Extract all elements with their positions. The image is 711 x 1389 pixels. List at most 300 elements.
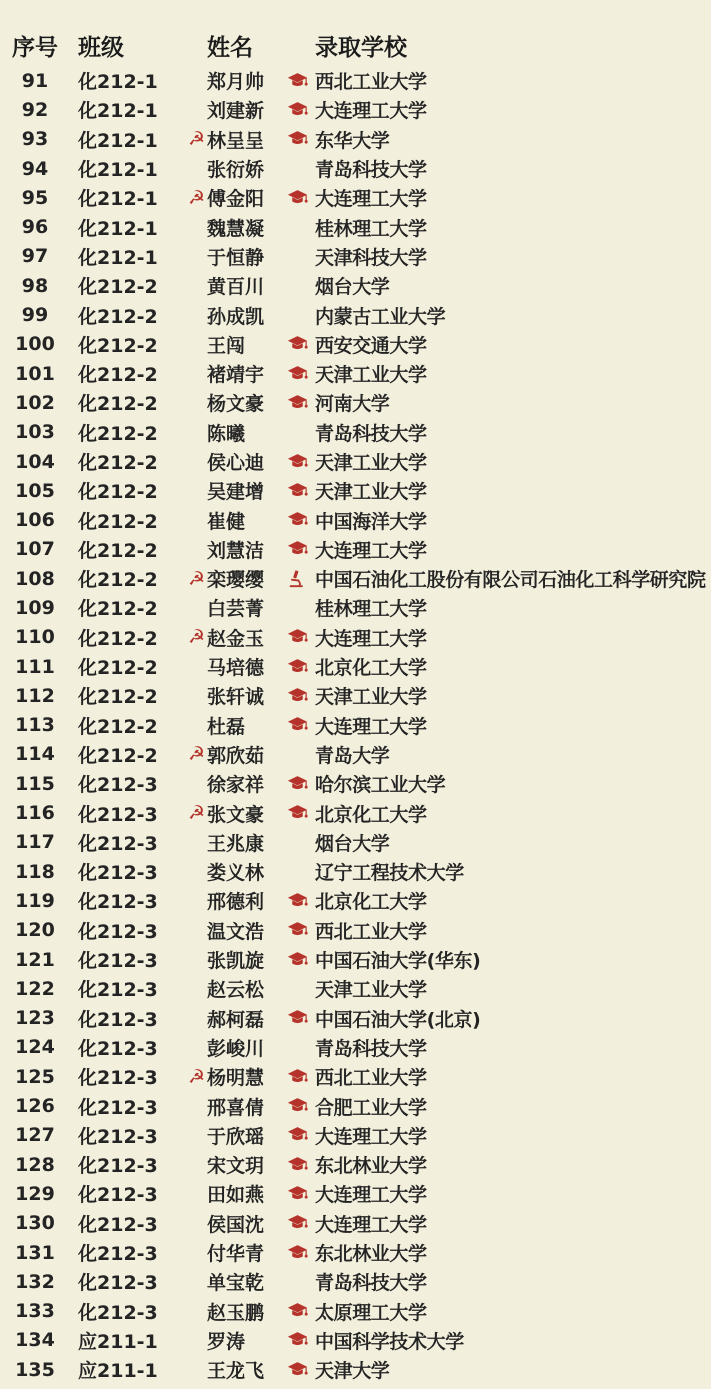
row-number: 106	[15, 509, 55, 532]
graduation-cap-icon	[287, 1302, 308, 1320]
row-number: 129	[15, 1182, 55, 1205]
school-icon-slot	[287, 658, 315, 676]
table-row	[0, 535, 711, 564]
row-school: 北京化工大学	[315, 803, 427, 826]
school-icon-slot	[287, 540, 315, 558]
school-icon-slot	[287, 716, 315, 734]
school-icon-slot	[287, 189, 315, 207]
row-number: 128	[15, 1153, 55, 1176]
row-number: 120	[15, 919, 55, 942]
party-icon-slot	[178, 451, 205, 473]
school-icon-slot	[287, 335, 315, 353]
row-number: 107	[15, 538, 55, 561]
row-number: 108	[15, 567, 55, 590]
table-row	[0, 1209, 711, 1238]
row-number: 95	[21, 186, 49, 209]
graduation-cap-icon	[287, 628, 308, 646]
graduation-cap-icon	[287, 1214, 308, 1232]
row-school: 青岛大学	[315, 744, 390, 767]
table-row	[0, 652, 711, 681]
school-icon-slot	[287, 394, 315, 412]
row-name: 娄义林	[207, 862, 265, 885]
row-school: 中国石油大学(北京)	[315, 1008, 481, 1031]
row-number: 114	[15, 743, 55, 766]
row-name: 王龙飞	[207, 1360, 265, 1383]
row-class: 化212-3	[78, 1301, 158, 1324]
hammer-sickle-icon: ☭	[187, 186, 205, 209]
row-school: 天津工业大学	[315, 481, 427, 504]
hammer-sickle-icon: ☭	[187, 743, 205, 766]
graduation-cap-icon	[287, 1126, 308, 1144]
row-school: 桂林理工大学	[315, 217, 427, 240]
row-class: 应211-1	[78, 1360, 158, 1383]
row-name: 于欣瑶	[207, 1125, 265, 1148]
table-row	[0, 945, 711, 974]
row-number: 119	[15, 889, 55, 912]
table-row	[0, 681, 711, 710]
row-school: 太原理工大学	[315, 1301, 427, 1324]
row-class: 化212-2	[78, 481, 158, 504]
hammer-sickle-icon: ☭	[187, 626, 205, 649]
school-icon-slot	[287, 453, 315, 471]
table-row	[0, 857, 711, 886]
row-name: 单宝乾	[207, 1272, 265, 1295]
graduation-cap-icon	[287, 1361, 308, 1379]
party-icon-slot	[178, 802, 205, 824]
table-row	[0, 66, 711, 95]
graduation-cap-icon	[287, 1009, 308, 1027]
row-school: 中国海洋大学	[315, 510, 427, 533]
graduation-cap-icon	[287, 365, 308, 383]
party-icon-slot	[178, 1329, 205, 1351]
row-class: 化212-3	[78, 862, 158, 885]
row-class: 化212-2	[78, 422, 158, 445]
row-name: 于恒静	[207, 246, 265, 269]
row-class: 化212-2	[78, 627, 158, 650]
row-name: 邢喜倩	[207, 1096, 265, 1119]
row-name: 黄百川	[207, 276, 265, 299]
row-name: 褚靖宇	[207, 364, 265, 387]
graduation-cap-icon	[287, 658, 308, 676]
row-class: 化212-3	[78, 1155, 158, 1178]
row-class: 化212-1	[78, 71, 158, 94]
row-name: 吴建增	[207, 481, 265, 504]
row-school: 东北林业大学	[315, 1155, 427, 1178]
graduation-cap-icon	[287, 1068, 308, 1086]
row-class: 化212-2	[78, 744, 158, 767]
row-class: 化212-3	[78, 803, 158, 826]
party-icon-slot	[178, 333, 205, 355]
row-school: 东华大学	[315, 129, 390, 152]
row-number: 113	[15, 714, 55, 737]
row-school: 青岛科技大学	[315, 1272, 427, 1295]
row-name: 杨明慧	[207, 1067, 265, 1090]
school-icon-slot	[287, 101, 315, 119]
table-row	[0, 1004, 711, 1033]
party-icon-slot	[178, 70, 205, 92]
row-name: 郑月帅	[207, 71, 265, 94]
row-class: 化212-3	[78, 920, 158, 943]
row-school: 大连理工大学	[315, 627, 427, 650]
row-number: 105	[15, 479, 55, 502]
party-icon-slot	[178, 363, 205, 385]
row-number: 109	[15, 596, 55, 619]
table-row	[0, 359, 711, 388]
row-school: 天津大学	[315, 1360, 390, 1383]
row-number: 130	[15, 1212, 55, 1235]
row-name: 白芸菁	[207, 598, 265, 621]
header-col-school: 录取学校	[315, 34, 407, 61]
row-name: 付华青	[207, 1243, 265, 1266]
table-header	[0, 24, 711, 66]
party-icon-slot	[178, 1036, 205, 1058]
row-class: 化212-3	[78, 1243, 158, 1266]
row-school: 大连理工大学	[315, 539, 427, 562]
row-school: 青岛科技大学	[315, 159, 427, 182]
table-row	[0, 125, 711, 154]
party-icon-slot	[178, 861, 205, 883]
table-body	[0, 66, 711, 1384]
table-row	[0, 1121, 711, 1150]
row-name: 赵金玉	[207, 627, 265, 650]
row-class: 化212-3	[78, 1008, 158, 1031]
table-row	[0, 593, 711, 622]
row-class: 化212-3	[78, 1184, 158, 1207]
graduation-cap-icon	[287, 453, 308, 471]
row-school: 西安交通大学	[315, 334, 427, 357]
table-row	[0, 1326, 711, 1355]
row-class: 化212-3	[78, 774, 158, 797]
row-number: 103	[15, 421, 55, 444]
row-school: 大连理工大学	[315, 715, 427, 738]
row-school: 天津科技大学	[315, 246, 427, 269]
row-school: 天津工业大学	[315, 686, 427, 709]
row-class: 化212-3	[78, 1125, 158, 1148]
row-class: 化212-2	[78, 334, 158, 357]
graduation-cap-icon	[287, 335, 308, 353]
table-row	[0, 711, 711, 740]
row-class: 化212-2	[78, 305, 158, 328]
table-row	[0, 886, 711, 915]
row-school: 哈尔滨工业大学	[315, 774, 446, 797]
row-class: 化212-2	[78, 715, 158, 738]
row-number: 123	[15, 1007, 55, 1030]
header-col-number: 序号	[12, 34, 58, 61]
row-number: 116	[15, 802, 55, 825]
row-number: 127	[15, 1124, 55, 1147]
row-number: 112	[15, 684, 55, 707]
row-class: 化212-2	[78, 686, 158, 709]
school-icon-slot	[287, 1009, 315, 1027]
row-class: 化212-2	[78, 657, 158, 680]
party-icon-slot	[178, 509, 205, 531]
graduation-cap-icon	[287, 511, 308, 529]
row-class: 化212-3	[78, 1272, 158, 1295]
graduation-cap-icon	[287, 804, 308, 822]
row-name: 彭峻川	[207, 1037, 265, 1060]
row-school: 大连理工大学	[315, 1184, 427, 1207]
row-name: 张轩诚	[207, 686, 265, 709]
table-row	[0, 1033, 711, 1062]
row-number: 125	[15, 1065, 55, 1088]
row-number: 101	[15, 362, 55, 385]
table-row	[0, 828, 711, 857]
row-school: 西北工业大学	[315, 71, 427, 94]
row-class: 化212-1	[78, 217, 158, 240]
school-icon-slot	[287, 1361, 315, 1379]
party-icon-slot	[178, 773, 205, 795]
table-row	[0, 183, 711, 212]
table-row	[0, 1150, 711, 1179]
party-icon-slot	[178, 1300, 205, 1322]
row-name: 张文豪	[207, 803, 265, 826]
row-name: 徐家祥	[207, 774, 265, 797]
school-icon-slot	[287, 687, 315, 705]
row-name: 侯心迪	[207, 452, 265, 474]
row-school: 合肥工业大学	[315, 1096, 427, 1119]
party-icon-slot	[178, 1183, 205, 1205]
row-number: 111	[15, 655, 55, 678]
table-row	[0, 330, 711, 359]
party-icon-slot	[178, 831, 205, 853]
row-class: 化212-2	[78, 539, 158, 562]
row-school: 北京化工大学	[315, 891, 427, 914]
party-icon-slot	[178, 275, 205, 297]
row-school: 烟台大学	[315, 276, 390, 299]
table-row	[0, 95, 711, 124]
table-row	[0, 154, 711, 183]
row-name: 郭欣茹	[207, 744, 265, 767]
row-number: 110	[15, 626, 55, 649]
row-school: 中国科学技术大学	[315, 1330, 464, 1353]
table-row	[0, 505, 711, 534]
party-icon-slot	[178, 685, 205, 707]
party-icon-slot	[178, 1154, 205, 1176]
graduation-cap-icon	[287, 1097, 308, 1115]
party-icon-slot	[178, 1359, 205, 1381]
party-icon-slot	[178, 1212, 205, 1234]
row-school: 烟台大学	[315, 832, 390, 855]
school-icon-slot	[287, 892, 315, 910]
row-school: 青岛科技大学	[315, 422, 427, 445]
row-name: 侯国沈	[207, 1213, 265, 1236]
table-row	[0, 916, 711, 945]
row-school: 北京化工大学	[315, 657, 427, 680]
microscope-icon	[287, 570, 305, 588]
row-number: 97	[21, 245, 49, 268]
table-row	[0, 242, 711, 271]
table-row	[0, 476, 711, 505]
table-row	[0, 212, 711, 241]
graduation-cap-icon	[287, 687, 308, 705]
graduation-cap-icon	[287, 1244, 308, 1262]
school-icon-slot	[287, 1331, 315, 1349]
graduation-cap-icon	[287, 921, 308, 939]
row-number: 135	[15, 1358, 55, 1381]
row-name: 赵云松	[207, 979, 265, 1002]
row-number: 117	[15, 831, 55, 854]
school-icon-slot	[287, 570, 315, 588]
row-number: 115	[15, 772, 55, 795]
row-school: 大连理工大学	[315, 1213, 427, 1236]
row-number: 104	[15, 450, 55, 473]
row-number: 132	[15, 1270, 55, 1293]
party-icon-slot	[178, 538, 205, 560]
row-class: 化212-2	[78, 276, 158, 299]
row-class: 化212-3	[78, 950, 158, 973]
row-name: 魏慧凝	[207, 217, 265, 240]
graduation-cap-icon	[287, 892, 308, 910]
party-icon-slot	[178, 949, 205, 971]
school-icon-slot	[287, 1126, 315, 1144]
row-class: 化212-2	[78, 452, 158, 474]
party-icon-slot	[178, 568, 205, 590]
row-class: 化212-2	[78, 393, 158, 416]
row-name: 马培德	[207, 657, 265, 680]
party-icon-slot	[178, 597, 205, 619]
table-row	[0, 447, 711, 476]
graduation-cap-icon	[287, 189, 308, 207]
row-school: 大连理工大学	[315, 100, 427, 123]
row-class: 化212-3	[78, 979, 158, 1002]
header-col-class: 班级	[78, 34, 124, 61]
party-icon-slot	[178, 187, 205, 209]
graduation-cap-icon	[287, 1185, 308, 1203]
table-row	[0, 974, 711, 1003]
graduation-cap-icon	[287, 1331, 308, 1349]
row-number: 126	[15, 1095, 55, 1118]
hammer-sickle-icon: ☭	[187, 802, 205, 825]
table-row	[0, 1238, 711, 1267]
row-school: 内蒙古工业大学	[315, 305, 446, 328]
row-number: 98	[21, 274, 49, 297]
school-icon-slot	[287, 72, 315, 90]
row-class: 化212-3	[78, 1037, 158, 1060]
row-number: 92	[21, 98, 49, 121]
row-class: 化212-3	[78, 832, 158, 855]
party-icon-slot	[178, 919, 205, 941]
row-school: 青岛科技大学	[315, 1037, 427, 1060]
row-name: 陈曦	[207, 422, 246, 445]
row-school: 东北林业大学	[315, 1243, 427, 1266]
row-name: 赵玉鹏	[207, 1301, 265, 1324]
table-row	[0, 1091, 711, 1120]
school-icon-slot	[287, 1244, 315, 1262]
row-name: 刘慧洁	[207, 539, 265, 562]
row-class: 应211-1	[78, 1330, 158, 1353]
row-school: 西北工业大学	[315, 1067, 427, 1090]
row-school: 大连理工大学	[315, 1125, 427, 1148]
row-number: 99	[21, 304, 49, 327]
school-icon-slot	[287, 1068, 315, 1086]
row-school: 辽宁工程技术大学	[315, 862, 464, 885]
row-school: 天津工业大学	[315, 979, 427, 1002]
row-school: 桂林理工大学	[315, 598, 427, 621]
table-row	[0, 564, 711, 593]
table-row	[0, 1179, 711, 1208]
table-row	[0, 1355, 711, 1384]
row-name: 罗涛	[207, 1330, 246, 1353]
party-icon-slot	[178, 421, 205, 443]
graduation-cap-icon	[287, 482, 308, 500]
row-name: 张衍娇	[207, 159, 265, 182]
row-class: 化212-2	[78, 510, 158, 533]
row-name: 崔健	[207, 510, 246, 533]
row-number: 131	[15, 1241, 55, 1264]
row-class: 化212-3	[78, 891, 158, 914]
school-icon-slot	[287, 1097, 315, 1115]
party-icon-slot	[178, 626, 205, 648]
row-class: 化212-1	[78, 188, 158, 211]
school-icon-slot	[287, 1302, 315, 1320]
party-icon-slot	[178, 1242, 205, 1264]
row-number: 100	[15, 333, 55, 356]
table-row	[0, 1267, 711, 1296]
table-row	[0, 798, 711, 827]
row-school: 河南大学	[315, 393, 390, 416]
party-icon-slot	[178, 1066, 205, 1088]
graduation-cap-icon	[287, 1156, 308, 1174]
row-number: 134	[15, 1329, 55, 1352]
row-class: 化212-3	[78, 1213, 158, 1236]
header-col-name: 姓名	[207, 34, 253, 61]
party-icon-slot	[178, 1095, 205, 1117]
graduation-cap-icon	[287, 951, 308, 969]
school-icon-slot	[287, 365, 315, 383]
school-icon-slot	[287, 628, 315, 646]
party-icon-slot	[178, 128, 205, 150]
graduation-cap-icon	[287, 394, 308, 412]
table-row	[0, 740, 711, 769]
row-number: 124	[15, 1036, 55, 1059]
hammer-sickle-icon: ☭	[187, 567, 205, 590]
table-row	[0, 388, 711, 417]
row-school: 天津工业大学	[315, 452, 427, 474]
row-name: 杜磊	[207, 715, 246, 738]
table-row	[0, 1296, 711, 1325]
row-number: 118	[15, 860, 55, 883]
table-row	[0, 1062, 711, 1091]
party-icon-slot	[178, 1271, 205, 1293]
party-icon-slot	[178, 890, 205, 912]
row-class: 化212-3	[78, 1067, 158, 1090]
row-number: 91	[21, 69, 49, 92]
school-icon-slot	[287, 482, 315, 500]
table-row	[0, 623, 711, 652]
row-name: 王闯	[207, 334, 246, 357]
row-name: 邢德利	[207, 891, 265, 914]
hammer-sickle-icon: ☭	[187, 128, 205, 151]
graduation-cap-icon	[287, 540, 308, 558]
row-name: 田如燕	[207, 1184, 265, 1207]
graduation-cap-icon	[287, 716, 308, 734]
party-icon-slot	[178, 743, 205, 765]
graduation-cap-icon	[287, 130, 308, 148]
row-school: 大连理工大学	[315, 188, 427, 211]
party-icon-slot	[178, 1124, 205, 1146]
school-icon-slot	[287, 921, 315, 939]
row-school: 中国石油大学(华东)	[315, 950, 481, 973]
row-class: 化212-2	[78, 569, 158, 592]
row-class: 化212-3	[78, 1096, 158, 1119]
row-name: 林呈呈	[207, 129, 265, 152]
row-name: 宋文玥	[207, 1155, 265, 1178]
row-class: 化212-1	[78, 159, 158, 182]
row-name: 孙成凯	[207, 305, 265, 328]
row-name: 刘建新	[207, 100, 265, 123]
row-name: 温文浩	[207, 920, 265, 943]
school-icon-slot	[287, 130, 315, 148]
